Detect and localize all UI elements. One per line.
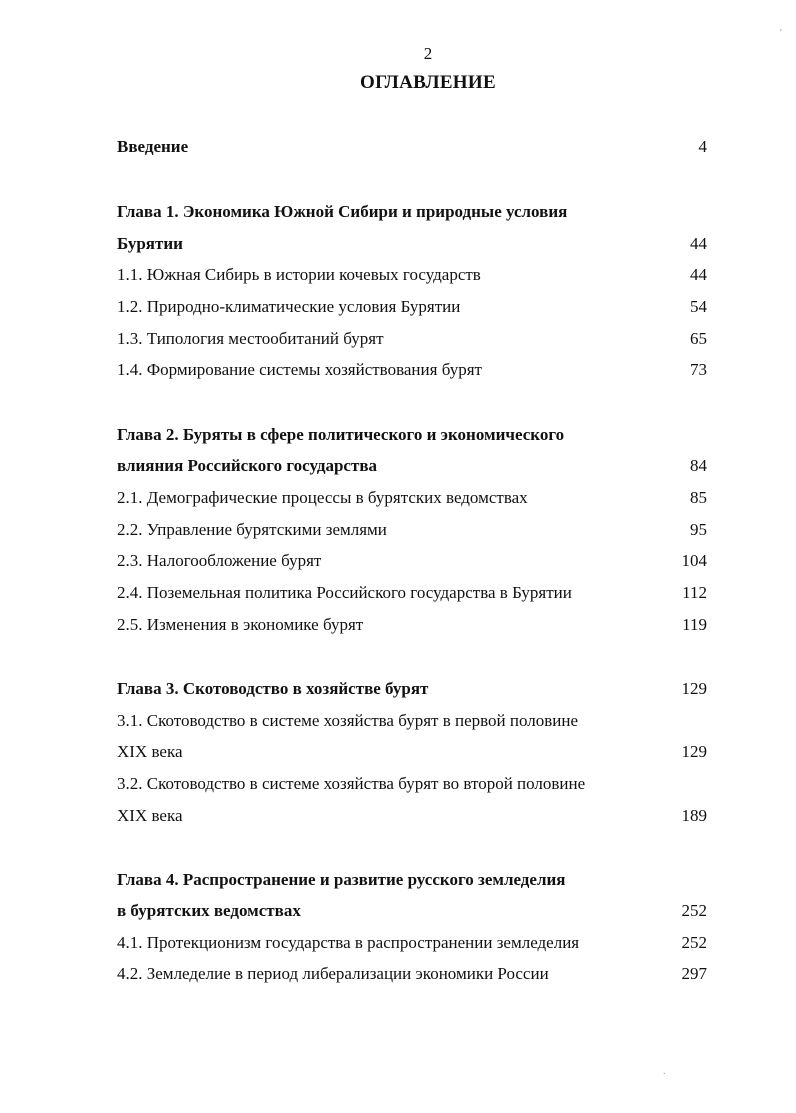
toc-entry-label: 2.4. Поземельная политика Российского государства в Бурятии	[117, 583, 572, 602]
toc-entry-label: Глава 4. Распространение и развитие русского земледелия	[117, 870, 566, 889]
toc-entry-page: 129	[681, 742, 707, 761]
toc-entry-label: влияния Российского государства	[117, 456, 378, 475]
toc-entry-label: 3.1. Скотоводство в системе хозяйства бурят в первой половине	[117, 711, 579, 730]
toc-entry-page: 252	[681, 933, 707, 952]
scan-speck: '	[780, 28, 782, 39]
toc-entry-label: 2.5. Изменения в экономике бурят	[117, 615, 364, 634]
toc-entry-page: 65	[690, 329, 707, 348]
toc-entry-page: 95	[690, 520, 707, 539]
page-number: 2	[423, 44, 433, 63]
toc-chapter-4-heading-cont	[117, 898, 707, 924]
toc-entry-label: 1.1. Южная Сибирь в истории кочевых государств	[117, 265, 481, 284]
toc-entry-label: в бурятских ведомствах	[117, 901, 301, 920]
scan-speck: .	[663, 1066, 666, 1077]
toc-section-4-1	[117, 930, 707, 956]
toc-chapter-1-heading-cont	[117, 231, 707, 257]
toc-entry-label: 4.2. Земледелие в период либерализации экономики России	[117, 964, 549, 983]
toc-entry-page: 297	[681, 964, 707, 983]
toc-section-2-1	[117, 485, 707, 511]
toc-entry-page: 112	[682, 583, 707, 602]
toc-chapter-4-heading	[117, 867, 707, 893]
toc-section-3-1-cont	[117, 739, 707, 765]
toc-chapter-1-heading	[117, 199, 707, 225]
toc-entry-page: 44	[690, 265, 707, 284]
toc-entry-page: 4	[698, 137, 707, 156]
toc-section-2-3	[117, 548, 707, 574]
toc-section-2-4	[117, 580, 707, 606]
toc-entry-page: 104	[681, 551, 707, 570]
toc-entry-page: 129	[681, 679, 707, 698]
toc-entry-label: 3.2. Скотоводство в системе хозяйства бурят во второй половине	[117, 774, 586, 793]
toc-chapter-3-heading	[117, 676, 707, 702]
toc-entry-label: 2.2. Управление бурятскими землями	[117, 520, 387, 539]
toc-section-1-4	[117, 357, 707, 383]
toc-entry-page: 84	[690, 456, 707, 475]
toc-entry-introduction	[117, 134, 707, 160]
toc-entry-page: 44	[690, 234, 707, 253]
toc-entry-page: 54	[690, 297, 707, 316]
toc-entry-label: Глава 1. Экономика Южной Сибири и природные условия	[117, 202, 568, 221]
toc-entry-label: 2.3. Налогообложение бурят	[117, 551, 322, 570]
toc-section-1-3	[117, 326, 707, 352]
toc-entry-page: 252	[681, 901, 707, 920]
toc-section-1-2	[117, 294, 707, 320]
toc-entry-label: 1.3. Типология местообитаний бурят	[117, 329, 384, 348]
toc-entry-label: Введение	[117, 137, 189, 156]
toc-entry-page: 85	[690, 488, 707, 507]
toc-entry-label: 1.2. Природно-климатические условия Бурятии	[117, 297, 461, 316]
toc-entry-page: 119	[682, 615, 707, 634]
toc-section-3-2	[117, 771, 707, 797]
toc-entry-label: XIX века	[117, 806, 183, 825]
toc-chapter-2-heading	[117, 422, 707, 448]
toc-section-3-2-cont	[117, 803, 707, 829]
toc-section-4-2	[117, 961, 707, 987]
toc-entry-label: 2.1. Демографические процессы в бурятских ведомствах	[117, 488, 528, 507]
toc-entry-page: 189	[681, 806, 707, 825]
toc-section-3-1	[117, 708, 707, 734]
toc-section-1-1	[117, 262, 707, 288]
toc-entry-label: 4.1. Протекционизм государства в распространении земледелия	[117, 933, 580, 952]
page-title: ОГЛАВЛЕНИЕ	[360, 72, 496, 93]
toc-entry-label: Глава 2. Буряты в сфере политического и экономического	[117, 425, 565, 444]
toc-entry-label: XIX века	[117, 742, 183, 761]
toc-entry-label: Бурятии	[117, 234, 183, 253]
toc-entry-page: 73	[690, 360, 707, 379]
toc-entry-label: Глава 3. Скотоводство в хозяйстве бурят	[117, 679, 429, 698]
toc-section-2-2	[117, 517, 707, 543]
toc-chapter-2-heading-cont	[117, 453, 707, 479]
toc-entry-label: 1.4. Формирование системы хозяйствования бурят	[117, 360, 482, 379]
toc-section-2-5	[117, 612, 707, 638]
